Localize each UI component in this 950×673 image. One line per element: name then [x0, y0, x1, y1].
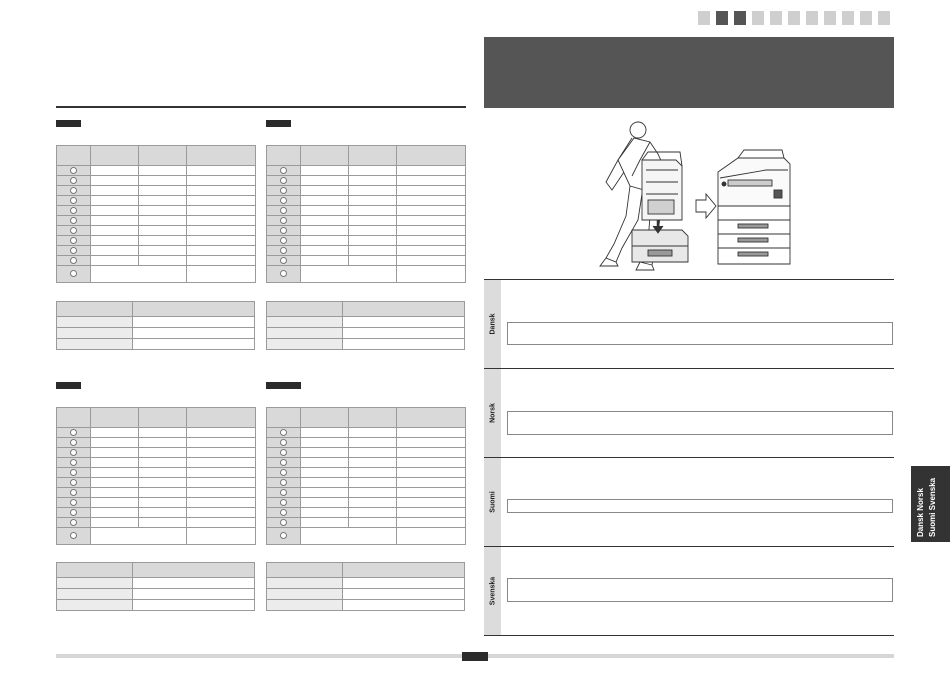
item-icon — [70, 207, 77, 214]
block-tag — [56, 382, 81, 389]
item-icon — [280, 237, 287, 244]
step-box-6 — [788, 11, 800, 25]
title-banner — [484, 37, 894, 108]
item-icon — [280, 479, 287, 486]
item-icon — [280, 247, 287, 254]
item-icon — [70, 237, 77, 244]
language-side-tab[interactable] — [911, 466, 950, 542]
step-box-9 — [842, 11, 854, 25]
item-icon — [280, 449, 287, 456]
step-box-8 — [824, 11, 836, 25]
panel-divider — [484, 457, 894, 458]
item-icon — [280, 187, 287, 194]
spec-table — [266, 145, 466, 283]
language-tab-svenska — [484, 547, 501, 635]
step-box-3 — [734, 11, 746, 25]
item-icon — [70, 270, 77, 277]
step-box-10 — [860, 11, 872, 25]
language-label: Dansk — [489, 313, 496, 335]
step-box-4 — [752, 11, 764, 25]
language-tab-suomi — [484, 458, 501, 546]
note-box-suomi — [507, 499, 893, 513]
item-icon — [280, 489, 287, 496]
sub-table — [266, 301, 465, 350]
page-number-tab — [462, 652, 488, 661]
item-icon — [70, 449, 77, 456]
item-icon — [280, 499, 287, 506]
side-tab-line1: Dansk Norsk — [916, 488, 925, 537]
panel-divider — [484, 635, 894, 636]
side-tab-line2: Suomi Svenska — [928, 477, 937, 537]
item-icon — [70, 489, 77, 496]
item-icon — [70, 439, 77, 446]
language-tab-norsk — [484, 369, 501, 457]
item-icon — [70, 499, 77, 506]
note-box-norsk — [507, 411, 893, 435]
item-icon — [280, 227, 287, 234]
item-icon — [280, 439, 287, 446]
item-icon — [70, 257, 77, 264]
language-label: Suomi — [489, 491, 496, 513]
step-indicator — [698, 11, 890, 25]
item-icon — [280, 270, 287, 277]
item-icon — [280, 197, 287, 204]
note-box-dansk — [507, 322, 893, 345]
item-icon — [280, 532, 287, 539]
step-box-1 — [698, 11, 710, 25]
spec-block-3 — [56, 382, 255, 611]
spec-block-4 — [266, 382, 465, 611]
item-icon — [70, 469, 77, 476]
panel-divider — [484, 368, 894, 369]
step-box-7 — [806, 11, 818, 25]
block-tag — [266, 382, 301, 389]
spec-table — [266, 407, 466, 545]
note-box-svenska — [507, 578, 893, 602]
spec-block-2 — [266, 120, 465, 350]
sub-table — [56, 562, 255, 611]
language-tab-dansk — [484, 280, 501, 368]
item-icon — [280, 469, 287, 476]
item-icon — [70, 519, 77, 526]
item-icon — [280, 459, 287, 466]
item-icon — [70, 532, 77, 539]
spec-block-1 — [56, 120, 255, 350]
item-icon — [70, 227, 77, 234]
item-icon — [70, 509, 77, 516]
step-box-5 — [770, 11, 782, 25]
step-box-2 — [716, 11, 728, 25]
sub-table — [56, 301, 255, 350]
item-icon — [70, 167, 77, 174]
panel-divider — [484, 279, 894, 280]
block-tag — [266, 120, 291, 127]
item-icon — [70, 429, 77, 436]
item-icon — [280, 167, 287, 174]
language-label: Norsk — [489, 403, 496, 423]
item-icon — [280, 509, 287, 516]
item-icon — [70, 187, 77, 194]
item-icon — [280, 217, 287, 224]
item-icon — [70, 459, 77, 466]
item-icon — [70, 247, 77, 254]
printer-installation-illustration — [588, 120, 798, 274]
item-icon — [70, 217, 77, 224]
item-icon — [70, 479, 77, 486]
item-icon — [70, 177, 77, 184]
block-tag — [56, 120, 81, 127]
item-icon — [280, 429, 287, 436]
item-icon — [280, 207, 287, 214]
panel-divider — [484, 546, 894, 547]
item-icon — [280, 177, 287, 184]
language-label: Svenska — [489, 576, 496, 606]
spec-table — [56, 407, 256, 545]
item-icon — [280, 519, 287, 526]
sub-table — [266, 562, 465, 611]
spec-table — [56, 145, 256, 283]
section-divider — [56, 106, 466, 108]
step-box-11 — [878, 11, 890, 25]
item-icon — [70, 197, 77, 204]
item-icon — [280, 257, 287, 264]
